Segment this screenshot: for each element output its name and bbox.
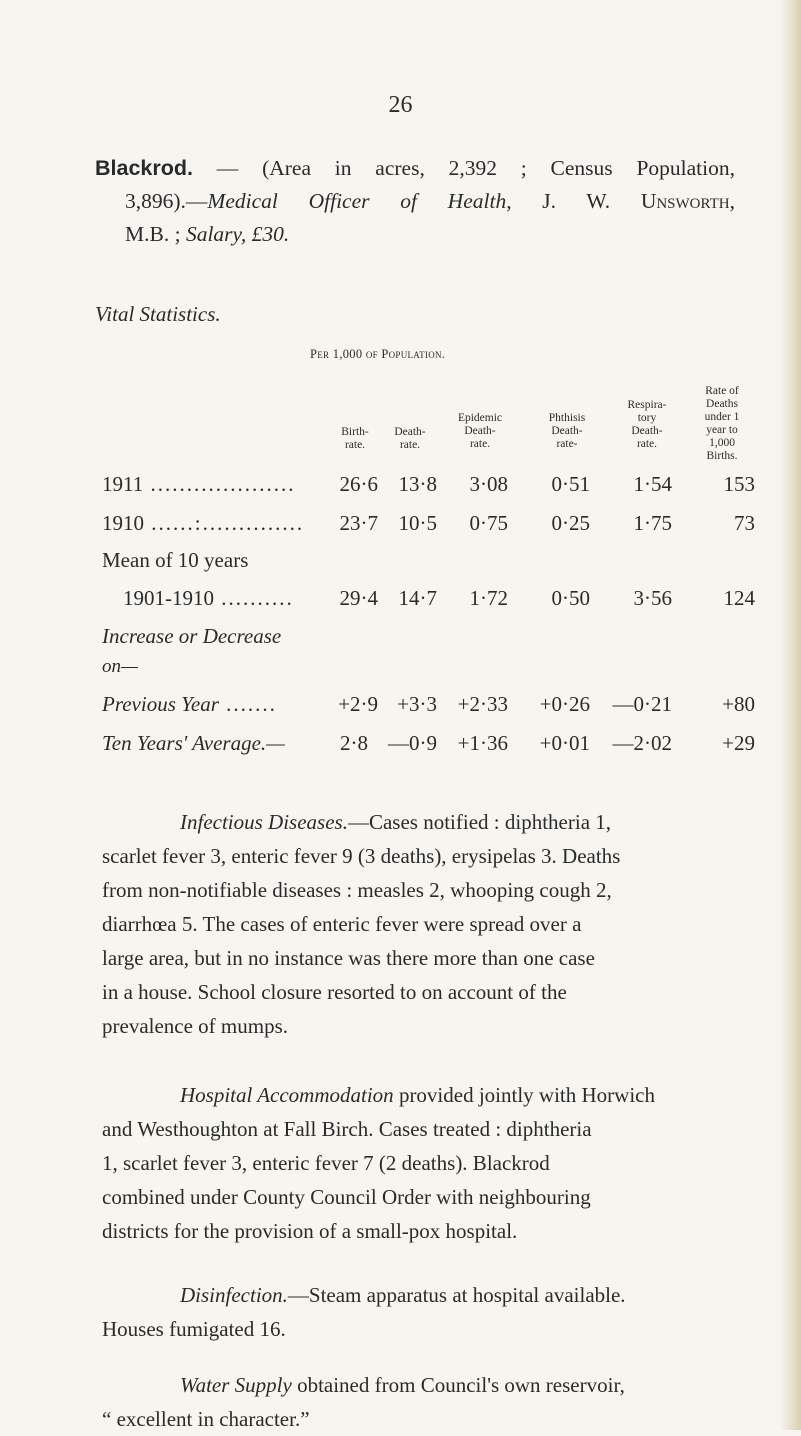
table-cell: 29·4 bbox=[339, 586, 378, 610]
col-header-line: rate. bbox=[399, 439, 421, 451]
section-label: Disinfection. bbox=[180, 1283, 288, 1307]
col-header-respiratory-death-rate bbox=[612, 399, 682, 451]
leader-dots: ......:.............. bbox=[144, 511, 305, 535]
table-cell: 10·5 bbox=[398, 511, 437, 535]
leader-dots: ....... bbox=[218, 692, 277, 716]
table-cell: +80 bbox=[722, 692, 755, 716]
col-header-line: 1,000 bbox=[709, 437, 735, 449]
col-header-line: Death- bbox=[631, 425, 663, 437]
table-cell: +0·01 bbox=[539, 731, 590, 755]
table-cell: —2·02 bbox=[612, 731, 672, 755]
col-header-birth-rate bbox=[325, 426, 385, 452]
row-label: Ten Years' Average bbox=[102, 731, 261, 755]
table-cell: 14·7 bbox=[398, 586, 437, 610]
col-header-line: Respira- bbox=[627, 399, 667, 411]
col-header-death-rate bbox=[380, 426, 440, 452]
paragraph-text: provided jointly with Horwich bbox=[393, 1083, 655, 1107]
water-supply-paragraph bbox=[102, 1368, 738, 1436]
row-label: 1911 bbox=[102, 472, 144, 496]
row-label: Previous Year bbox=[102, 692, 219, 716]
header-line1-rest: — (Area in acres, 2,392 ; Census Population, bbox=[216, 156, 735, 180]
paragraph-text: —Steam apparatus at hospital available. bbox=[287, 1283, 626, 1307]
col-header-phthisis-death-rate bbox=[532, 412, 602, 451]
col-header-line: Deaths bbox=[706, 398, 738, 410]
section-label: Infectious Diseases. bbox=[180, 810, 348, 834]
col-header-line: Birth- bbox=[341, 426, 369, 438]
table-cell: 0·51 bbox=[551, 472, 590, 496]
col-header-line: tory bbox=[637, 412, 657, 424]
table-cell: 26·6 bbox=[339, 472, 378, 496]
col-header-line: Death- bbox=[394, 426, 426, 438]
paragraph-text: obtained from Council's own reservoir, bbox=[291, 1373, 625, 1397]
col-header-line: rate. bbox=[636, 438, 658, 450]
paragraph-line: and Westhoughton at Fall Birch. Cases treated : diphtheria bbox=[102, 1117, 592, 1141]
col-header-line: Death- bbox=[551, 425, 583, 437]
infectious-diseases-paragraph bbox=[102, 805, 738, 1043]
officer-degree: M.B. ; bbox=[125, 222, 186, 246]
paragraph-line: districts for the provision of a small-pox hospital. bbox=[102, 1219, 518, 1243]
leader-dots: .......... bbox=[214, 586, 294, 610]
paragraph-line: prevalence of mumps. bbox=[102, 1014, 289, 1038]
table-cell: 13·8 bbox=[398, 472, 437, 496]
table-cell: 153 bbox=[723, 472, 755, 496]
row-label: Mean of 10 years bbox=[102, 548, 249, 572]
table-cell: +3·3 bbox=[397, 692, 437, 716]
table-cell: 124 bbox=[723, 586, 755, 610]
col-header-line: rate. bbox=[344, 439, 366, 451]
table-cell: 0·75 bbox=[469, 511, 508, 535]
change-heading-on: on— bbox=[102, 656, 138, 677]
col-header-line: rate- bbox=[556, 438, 578, 450]
paragraph-line: 1, scarlet fever 3, enteric fever 7 (2 deaths). Blackrod bbox=[102, 1151, 550, 1175]
paragraph-line: Houses fumigated 16. bbox=[102, 1317, 286, 1341]
district-name: Blackrod. bbox=[95, 156, 193, 180]
col-header-line: Births. bbox=[706, 450, 738, 462]
col-header-line: rate. bbox=[469, 438, 491, 450]
paragraph-line: in a house. School closure resorted to on account of the bbox=[102, 980, 567, 1004]
table-cell: 73 bbox=[734, 511, 755, 535]
table-cell: 3·56 bbox=[633, 586, 672, 610]
paragraph-line: diarrhœa 5. The cases of enteric fever were spread over a bbox=[102, 912, 582, 936]
table-cell: 3·08 bbox=[469, 472, 508, 496]
paragraph-line: “ excellent in character.” bbox=[102, 1407, 310, 1431]
row-label-suffix: .— bbox=[260, 731, 285, 755]
hospital-paragraph bbox=[102, 1078, 738, 1248]
paragraph-line: large area, but in no instance was there more than one case bbox=[102, 946, 595, 970]
leader-dots: .................... bbox=[143, 472, 296, 496]
officer-title: Medical Officer of Health, bbox=[207, 189, 512, 213]
section-label: Water Supply bbox=[180, 1373, 292, 1397]
table-cell: 1·54 bbox=[633, 472, 672, 496]
paragraph-line: scarlet fever 3, enteric fever 9 (3 deaths), erysipelas 3. Deaths bbox=[102, 844, 621, 868]
table-cell: +2·9 bbox=[338, 692, 378, 716]
district-header bbox=[95, 152, 735, 251]
table-cell: —0·9 bbox=[388, 731, 437, 755]
table-cell: 2·8 bbox=[340, 731, 368, 755]
disinfection-paragraph bbox=[102, 1278, 738, 1346]
paragraph-line: combined under County Council Order with neighbouring bbox=[102, 1185, 591, 1209]
col-header-line: year to bbox=[706, 424, 738, 436]
page-number: 26 bbox=[388, 92, 413, 118]
table-cell: 1·72 bbox=[469, 586, 508, 610]
table-cell: 0·25 bbox=[551, 511, 590, 535]
officer-surname: Unsworth, bbox=[640, 189, 735, 213]
col-header-line: Phthisis bbox=[548, 412, 586, 424]
page-edge-shading bbox=[779, 0, 801, 1430]
col-header-line: Rate of bbox=[705, 385, 739, 397]
table-cell: 0·50 bbox=[551, 586, 590, 610]
col-header-line: Death- bbox=[464, 425, 496, 437]
col-header-line: under 1 bbox=[704, 411, 740, 423]
section-label: Hospital Accommodation bbox=[180, 1083, 394, 1107]
table-cell: +1·36 bbox=[457, 731, 508, 755]
col-header-epidemic-death-rate bbox=[445, 412, 515, 451]
paragraph-text: —Cases notified : diphtheria 1, bbox=[347, 810, 612, 834]
officer-initials: J. W. bbox=[511, 189, 641, 213]
table-cell: 23·7 bbox=[339, 511, 378, 535]
population-figure: 3,896).— bbox=[125, 189, 208, 213]
paragraph-line: from non-notifiable diseases : measles 2, whooping cough 2, bbox=[102, 878, 612, 902]
table-cell: +0·26 bbox=[539, 692, 590, 716]
table-cell: +2·33 bbox=[457, 692, 508, 716]
population-caption: Per 1,000 of Population. bbox=[310, 347, 446, 361]
row-label-years: 1901-1910 bbox=[123, 586, 214, 610]
vital-statistics-heading: Vital Statistics. bbox=[95, 302, 221, 326]
officer-salary: Salary, £30. bbox=[185, 222, 290, 246]
table-cell: —0·21 bbox=[612, 692, 672, 716]
col-header-infant-death-rate bbox=[686, 385, 758, 463]
change-heading: Increase or Decrease bbox=[102, 624, 282, 648]
table-cell: +29 bbox=[722, 731, 755, 755]
row-label: 1910 bbox=[102, 511, 144, 535]
table-cell: 1·75 bbox=[633, 511, 672, 535]
col-header-line: Epidemic bbox=[457, 412, 503, 424]
